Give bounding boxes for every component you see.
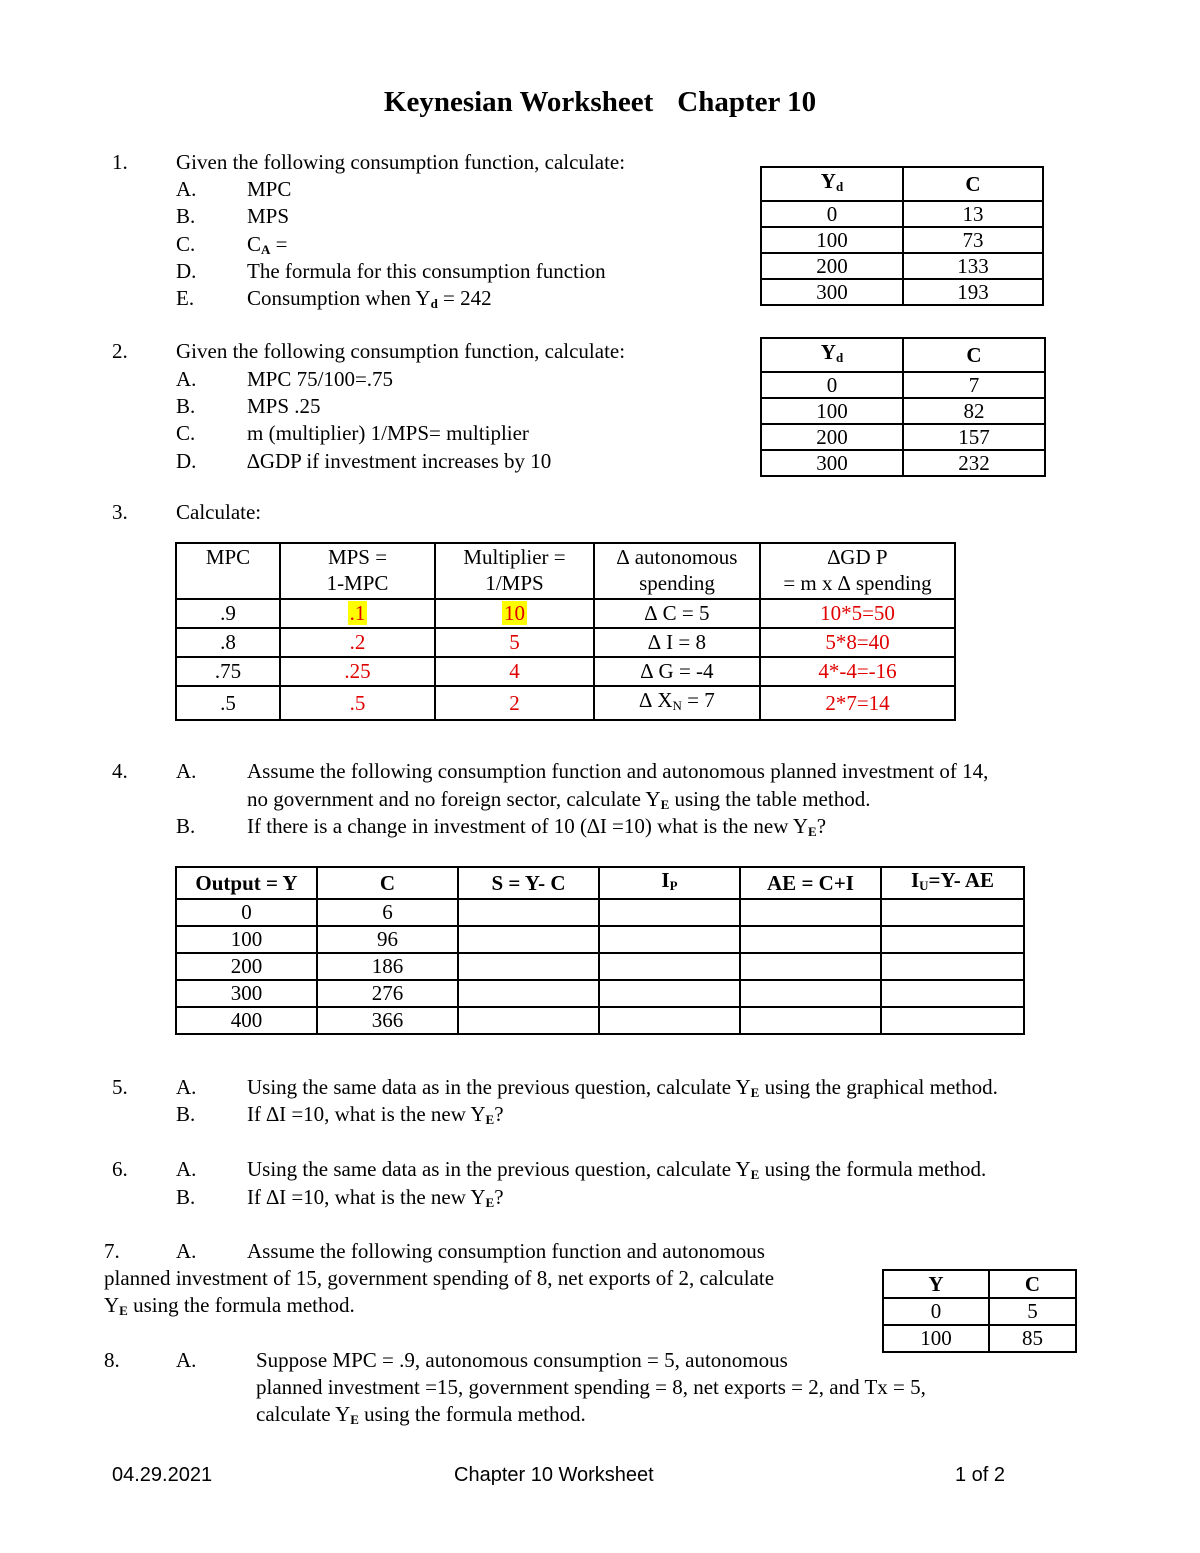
table-row — [883, 1298, 1076, 1325]
table-cell: 200 — [761, 253, 903, 279]
table-row — [176, 686, 955, 720]
item-letter: B. — [176, 814, 196, 838]
text-part: calculate Y — [256, 1402, 351, 1426]
blank-cell — [740, 953, 881, 980]
header-main: Y — [820, 340, 836, 364]
item-letter: A. — [176, 177, 197, 201]
table-row — [176, 657, 955, 686]
table-cell: 200 — [176, 953, 317, 980]
blank-cell — [599, 926, 740, 953]
blank-cell — [458, 980, 599, 1007]
table-cell: 193 — [903, 279, 1043, 305]
table-cell: 300 — [761, 450, 903, 476]
blank-cell — [740, 926, 881, 953]
header-line: Multiplier = — [463, 545, 566, 569]
table-cell: 7 — [903, 372, 1045, 398]
item-text: The formula for this consumption function — [247, 259, 606, 283]
table-row — [176, 628, 955, 657]
item-subscript: A — [261, 242, 271, 257]
item-text: MPC 75/100=.75 — [247, 367, 394, 391]
item-text — [247, 1101, 504, 1128]
table-cell: .9 — [176, 599, 280, 628]
highlighted-answer: 10 — [504, 601, 525, 625]
footer-title: Chapter 10 Worksheet — [454, 1464, 654, 1486]
question-number: 4. — [112, 759, 128, 783]
text-part: If there is a change in investment of 10 (∆I =10) what is the new Y — [247, 814, 809, 838]
item-text: Assume the following consumption function and autonomous planned investment of 14, — [247, 759, 989, 783]
table-cell: .75 — [176, 657, 280, 686]
item-text: MPS — [247, 204, 290, 228]
table-row — [176, 599, 955, 628]
table-cell: 13 — [903, 201, 1043, 227]
text-part: ? — [816, 814, 827, 838]
table-header — [881, 867, 1024, 899]
table-row — [761, 450, 1045, 476]
table-cell: 4*-4=-16 — [760, 657, 955, 686]
table-cell — [435, 599, 594, 628]
table-cell: 0 — [883, 1298, 989, 1325]
text-part: using the table method. — [669, 787, 871, 811]
table-header: S = Y- C — [458, 867, 599, 899]
title-chapter: Chapter 10 — [677, 86, 817, 118]
page-title — [0, 86, 1200, 119]
table-row — [176, 1007, 1024, 1034]
blank-cell — [599, 953, 740, 980]
header-main: I — [661, 868, 670, 892]
table-header — [903, 167, 1043, 201]
table-header: AE = C+I — [740, 867, 881, 899]
table-cell: 6 — [317, 899, 458, 926]
item-subscript: d — [430, 296, 438, 311]
blank-cell — [599, 1007, 740, 1034]
header-line: MPC — [205, 545, 251, 569]
table-cell: 2*7=14 — [760, 686, 955, 720]
text-part: using the graphical method. — [759, 1075, 998, 1099]
table-cell: 276 — [317, 980, 458, 1007]
footer-page-number: 1 of 2 — [955, 1464, 1006, 1486]
subscript: E — [485, 1112, 495, 1127]
item-text: planned investment =15, government spending = 8, net exports = 2, and Tx = 5, — [256, 1375, 926, 1399]
text-part: ? — [494, 1102, 504, 1126]
item-text — [247, 813, 826, 840]
table-cell: 300 — [761, 279, 903, 305]
header-main: I — [910, 868, 920, 892]
item-text — [247, 1156, 986, 1183]
question-number: 1. — [112, 150, 128, 174]
blank-cell — [881, 1007, 1024, 1034]
header-line: spending — [639, 571, 715, 595]
equilibrium-table — [175, 866, 1025, 1035]
text-part: ? — [494, 1185, 504, 1209]
table-row — [883, 1325, 1076, 1352]
table-header — [903, 338, 1045, 372]
blank-cell — [881, 899, 1024, 926]
table-header: Output = Y — [176, 867, 317, 899]
cell-subscript: N — [672, 698, 682, 713]
item-letter: D. — [176, 449, 197, 473]
table-cell: ∆ I = 8 — [594, 628, 760, 657]
table-cell: 0 — [761, 372, 903, 398]
header-main: Y — [820, 169, 836, 193]
table-cell: 0 — [761, 201, 903, 227]
table-row — [761, 398, 1045, 424]
subscript: E — [485, 1195, 495, 1210]
table-cell: 186 — [317, 953, 458, 980]
blank-cell — [881, 926, 1024, 953]
text-part: Using the same data as in the previous question, calculate Y — [247, 1157, 751, 1181]
text-part: If ∆I =10, what is the new Y — [247, 1185, 486, 1209]
question-number: 2. — [112, 339, 128, 363]
table-header: C — [317, 867, 458, 899]
question-number: 7. — [104, 1239, 120, 1263]
item-text — [247, 786, 870, 813]
header-after: =Y- AE — [928, 868, 995, 892]
blank-cell — [458, 953, 599, 980]
blank-cell — [458, 926, 599, 953]
table-header — [761, 167, 903, 201]
footer-date: 04.29.2021 — [112, 1464, 213, 1486]
table-cell: 82 — [903, 398, 1045, 424]
item-letter: A. — [176, 1075, 197, 1099]
item-text-main: C — [247, 232, 262, 256]
table-header — [594, 543, 760, 599]
item-text-after: = — [270, 232, 288, 256]
blank-cell — [599, 899, 740, 926]
table-row — [176, 953, 1024, 980]
consumption-table-7 — [882, 1269, 1077, 1353]
header-sub: U — [919, 878, 929, 893]
table-cell: ∆ G = -4 — [594, 657, 760, 686]
subscript: E — [119, 1303, 128, 1318]
table-cell: .2 — [280, 628, 435, 657]
blank-cell — [740, 899, 881, 926]
table-cell: 232 — [903, 450, 1045, 476]
table-cell: 96 — [317, 926, 458, 953]
table-row — [761, 227, 1043, 253]
table-cell: 73 — [903, 227, 1043, 253]
table-header: Y — [883, 1270, 989, 1298]
header-sub: d — [835, 350, 844, 365]
item-text: Suppose MPC = .9, autonomous consumption = 5, autonomous — [256, 1348, 788, 1372]
question-number: 6. — [112, 1157, 128, 1181]
question-prompt: Calculate: — [176, 500, 262, 524]
table-cell: 157 — [903, 424, 1045, 450]
table-row — [761, 372, 1045, 398]
text-part: no government and no foreign sector, calculate Y — [247, 787, 661, 811]
item-text — [256, 1401, 586, 1428]
item-letter: B. — [176, 394, 196, 418]
item-letter: A. — [176, 367, 197, 391]
blank-cell — [458, 899, 599, 926]
table-row — [176, 980, 1024, 1007]
item-letter: A. — [176, 759, 197, 783]
cell-text: ∆ X — [639, 688, 673, 712]
table-header — [280, 543, 435, 599]
subscript: E — [350, 1412, 359, 1427]
table-cell: 85 — [989, 1325, 1076, 1352]
table-cell: 100 — [761, 398, 903, 424]
question-prompt: Given the following consumption function, calculate: — [176, 339, 626, 363]
subscript: E — [750, 1167, 760, 1182]
item-text: MPC — [247, 177, 292, 201]
table-row — [761, 279, 1043, 305]
question-prompt: Given the following consumption function, calculate: — [176, 150, 626, 174]
item-text: ∆GDP if investment increases by 10 — [247, 449, 552, 473]
subscript: E — [660, 797, 670, 812]
table-cell: 10*5=50 — [760, 599, 955, 628]
blank-cell — [881, 953, 1024, 980]
table-cell: ∆ C = 5 — [594, 599, 760, 628]
item-text-after: = 242 — [437, 286, 492, 310]
text-part: using the formula method. — [127, 1293, 355, 1317]
blank-cell — [599, 980, 740, 1007]
table-header — [761, 338, 903, 372]
blank-cell — [458, 1007, 599, 1034]
table-cell: 133 — [903, 253, 1043, 279]
header-line: ∆GD P — [827, 545, 888, 569]
consumption-table-2 — [760, 337, 1046, 477]
table-cell: 100 — [176, 926, 317, 953]
blank-cell — [740, 980, 881, 1007]
item-text — [104, 1292, 355, 1319]
text-part: Y — [104, 1293, 120, 1317]
table-row — [176, 926, 1024, 953]
table-cell: 300 — [176, 980, 317, 1007]
table-cell: .5 — [280, 686, 435, 720]
subscript: E — [808, 824, 817, 839]
table-cell: 5 — [435, 628, 594, 657]
table-cell: 2 — [435, 686, 594, 720]
table-row — [761, 424, 1045, 450]
table-row — [176, 899, 1024, 926]
table-cell: 0 — [176, 899, 317, 926]
table-cell: .8 — [176, 628, 280, 657]
text-part: If ∆I =10, what is the new Y — [247, 1102, 486, 1126]
item-text — [247, 285, 492, 312]
table-cell: 5 — [989, 1298, 1076, 1325]
table-header — [435, 543, 594, 599]
header-sub: d — [835, 179, 844, 194]
item-letter: B. — [176, 1102, 196, 1126]
text-part: using the formula method. — [759, 1157, 987, 1181]
table-cell — [594, 686, 760, 720]
table-cell: 4 — [435, 657, 594, 686]
text-part: using the formula method. — [358, 1402, 586, 1426]
item-text: MPS .25 — [247, 394, 321, 418]
table-header — [760, 543, 955, 599]
header-line: MPS = — [327, 545, 388, 569]
table-row — [761, 201, 1043, 227]
item-text-main: Consumption when Y — [247, 286, 431, 310]
table-header: C — [989, 1270, 1076, 1298]
table-cell: 100 — [883, 1325, 989, 1352]
highlighted-answer: .1 — [349, 601, 366, 625]
table-row — [761, 253, 1043, 279]
header-line: ∆ autonomous — [616, 545, 738, 569]
blank-cell — [881, 980, 1024, 1007]
table-cell: 400 — [176, 1007, 317, 1034]
text-part: Using the same data as in the previous question, calculate Y — [247, 1075, 751, 1099]
table-cell: 5*8=40 — [760, 628, 955, 657]
multiplier-table — [175, 542, 956, 721]
header-sub: P — [669, 878, 678, 893]
item-text — [247, 1184, 504, 1211]
item-letter: C. — [176, 232, 196, 256]
item-letter: D. — [176, 259, 197, 283]
item-letter: A. — [176, 1239, 197, 1263]
item-letter: A. — [176, 1157, 197, 1181]
table-header — [176, 543, 280, 599]
item-letter: A. — [176, 1348, 197, 1372]
item-letter: B. — [176, 1185, 196, 1209]
item-text: planned investment of 15, government spending of 8, net exports of 2, calculate — [104, 1266, 775, 1290]
table-cell: 366 — [317, 1007, 458, 1034]
title-main: Keynesian Worksheet — [383, 86, 654, 118]
question-number: 3. — [112, 500, 128, 524]
table-cell: 200 — [761, 424, 903, 450]
item-text — [247, 231, 288, 258]
blank-cell — [740, 1007, 881, 1034]
consumption-table-1 — [760, 166, 1044, 306]
table-cell: .5 — [176, 686, 280, 720]
table-cell: .25 — [280, 657, 435, 686]
item-letter: C. — [176, 421, 196, 445]
table-header — [599, 867, 740, 899]
header-line: = m x ∆ spending — [783, 571, 932, 595]
item-text — [247, 1074, 998, 1101]
item-text: Assume the following consumption function and autonomous — [247, 1239, 765, 1263]
table-cell: 100 — [761, 227, 903, 253]
header-line: 1-MPC — [326, 571, 389, 595]
question-number: 8. — [104, 1348, 120, 1372]
header-main: C — [966, 343, 982, 367]
header-main: C — [965, 172, 981, 196]
table-cell — [280, 599, 435, 628]
item-letter: E. — [176, 286, 195, 310]
subscript: E — [750, 1085, 760, 1100]
question-number: 5. — [112, 1075, 128, 1099]
cell-text-after: = 7 — [681, 688, 715, 712]
header-line: 1/MPS — [485, 571, 544, 595]
item-letter: B. — [176, 204, 196, 228]
item-text: m (multiplier) 1/MPS= multiplier — [247, 421, 529, 445]
